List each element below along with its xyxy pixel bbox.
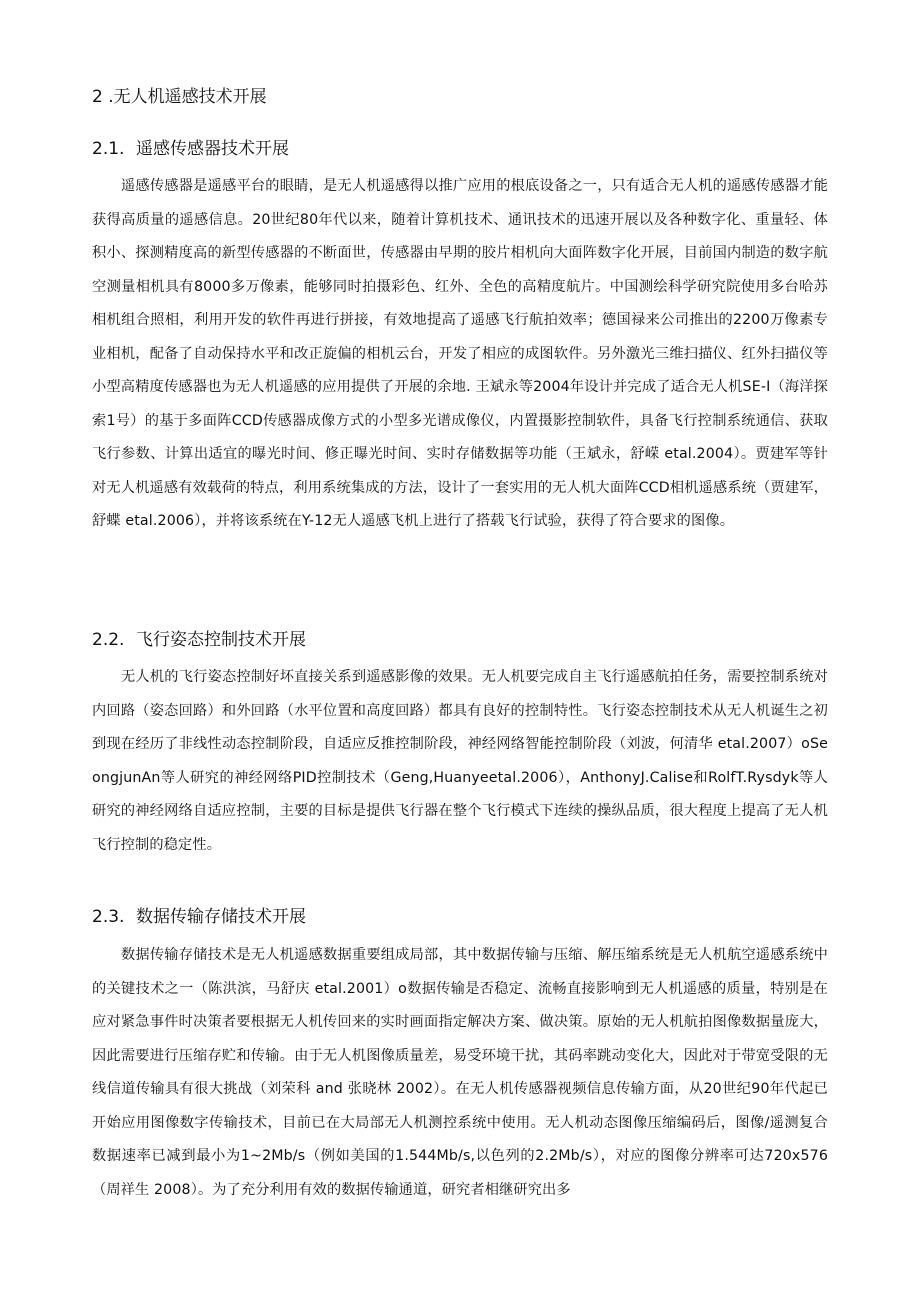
section-number: 2.1. (92, 139, 125, 159)
section-paragraph: 数据传输存储技术是无人机遥感数据重要组成局部，其中数据传输与压缩、解压缩系统是无人机航空遥感系统中的关键技术之一（陈洪滨，马舒庆 etal.2001）o数据传输是否稳定、流畅直接影响到无人机遥感的质量，特别是在应对紧急事件时决策者要根据无人机传回来的实时画面指定解决方案、做决策。原始的无人机航拍图像数据量庞大，因此需要进行压缩存贮和传输。由于无人机图像质量差，易受环境干扰，其码率跳动变化大，因此对于带宽受限的无线信道传输具有很大挑战（刘荣科 and 张晓林 2002）。在无人机传感器视频信息传输方面，从20世纪90年代起已开始应用图像数字传输技术，目前已在大局部无人机测控系统中使用。无人机动态图像压缩编码后，图像/遥测复合数据速率已减到最小为1~2Mb/s（例如美国的1.544Mb/s,以色列的2.2Mb∕s），对应的图像分辨率可达720x576（周祥生 2008）。为了充分利用有效的数据传输通道，研究者相继研究出多 (92, 947, 828, 1198)
section-heading (92, 629, 306, 651)
section-number: 2.3. (92, 907, 125, 927)
section-title: 飞行姿态控制技术开展 (136, 630, 306, 650)
section-paragraph: 遥感传感器是遥感平台的眼睛，是无人机遥感得以推广应用的根底设备之一，只有适合无人机的遥感传感器才能获得高质量的遥感信息。20世纪80年代以来，随着计算机技术、通讯技术的迅速开展以及各种数字化、重量轻、体积小、探测精度高的新型传感器的不断面世，传感器由早期的胶片相机向大面阵数字化开展，目前国内制造的数字航空测量相机具有8000多万像素，能够同时拍摄彩色、红外、全色的高精度航片。中国测绘科学研究院使用多台哈苏相机组合照相，利用开发的软件再进行拼接，有效地提高了遥感飞行航拍效率；德国禄来公司推出的2200万像素专业相机，配备了自动保持水平和改正旋偏的相机云台，开发了相应的成图软件。另外激光三维扫描仪、红外扫描仪等小型高精度传感器也为无人机遥感的应用提供了开展的余地. 王斌永等2004年设计并完成了适合无人机SE-I（海洋探索1号）的基于多面阵CCD传感器成像方式的小型多光谱成像仪，内置摄影控制软件，具备飞行控制系统通信、获取飞行参数、计算出适宜的曝光时间、修正曝光时间、实时存储数据等功能（王斌永，舒嵘 etal.2004）。贾建军等针对无人机遥感有效载荷的特点，利用系统集成的方法，设计了一套实用的无人机大面阵CCD相机遥感系统（贾建军，舒蝶 etal.2006），并将该系统在Y-12无人遥感飞机上进行了搭载飞行试验，获得了符合要求的图像。 (92, 178, 828, 529)
section-title: 数据传输存储技术开展 (136, 907, 306, 927)
section-paragraph: 无人机的飞行姿态控制好坏直接关系到遥感影像的效果。无人机要完成自主飞行遥感航拍任务，需要控制系统对内回路（姿态回路）和外回路（水平位置和高度回路）都具有良好的控制特性。飞行姿态控制技术从无人机诞生之初到现在经历了非线性动态控制阶段，自适应反推控制阶段，神经网络智能控制阶段（刘波，何清华 etal.2007）oSeongjunAn等人研究的神经网络PID控制技术（Geng,Huanyeetal.2006），AnthonyJ.Calise和RolfT.Rysdyk等人研究的神经网络自适应控制，主要的目标是提供飞行器在整个飞行模式下连续的操纵品质，很大程度上提高了无人机飞行控制的稳定性。 (92, 669, 828, 853)
section-heading (92, 138, 289, 160)
section-title: 遥感传感器技术开展 (136, 139, 289, 159)
chapter-title: 2 .无人机遥感技术开展 (92, 87, 267, 107)
section-heading (92, 906, 306, 928)
section-number: 2.2. (92, 630, 125, 650)
